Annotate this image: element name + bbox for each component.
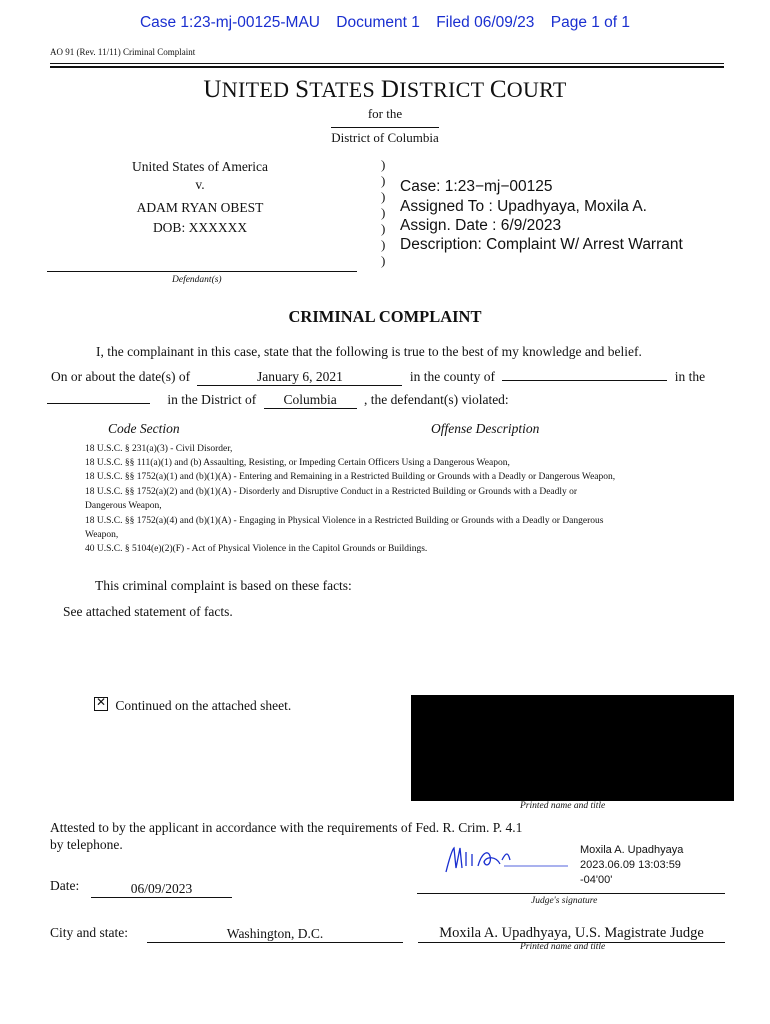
digital-signature-time: 2023.06.09 13:03:59 [580, 859, 681, 871]
for-the: for the [367, 106, 403, 121]
statute-line: 18 U.S.C. §§ 1752(a)(1) and (b)(1)(A) - Entering and Remaining in a Restricted Building or Grounds with a Deadly or Dangerous Weapon, [85, 472, 616, 482]
digital-signature-block [580, 843, 683, 888]
statute-line: 18 U.S.C. §§ 1752(a)(4) and (b)(1)(A) - Engaging in Physical Violence in a Restricted Building or Grounds with a Deadly or Dangerous [85, 516, 604, 526]
statute-line: 18 U.S.C. § 231(a)(3) - Civil Disorder, [85, 444, 233, 454]
printed-name-caption-2: Printed name and title [520, 942, 606, 952]
intro-sentence: I, the complainant in this case, state that the following is true to the best of my knowledge and belief. [96, 344, 642, 359]
attested-line: Attested to by the applicant in accordance with the requirements of Fed. R. Crim. P. 4.1 [50, 820, 523, 835]
date-value-field [91, 881, 232, 898]
versus: v. [195, 177, 205, 192]
continued-checkbox[interactable] [94, 697, 108, 711]
plaintiff: United States of America [131, 159, 269, 174]
see-attached: See attached statement of facts. [63, 604, 233, 619]
parenthesis-column: ) ) ) ) ) ) ) [381, 157, 386, 268]
digital-signature-name: Moxila A. Upadhyaya [580, 844, 684, 856]
city-state-field [147, 926, 403, 943]
offense-date: January 6, 2021 [197, 369, 402, 386]
by-telephone: by telephone. [50, 837, 123, 852]
judge-name-field [418, 925, 725, 943]
continued-line: ✕ Continued on the attached sheet. [94, 697, 291, 714]
for-the-rule [331, 127, 439, 128]
date-line: On or about the date(s) of January 6, 2021 in the county of in the [51, 369, 706, 384]
digital-signature-tz: -04'00' [580, 874, 613, 886]
redaction-block [411, 695, 734, 801]
case-info-assigned: Assigned To : Upadhyaya, Moxila A. [400, 198, 647, 215]
statute-line: 18 U.S.C. §§ 111(a)(1) and (b) Assaulting, Resisting, or Impeding Certain Officers Using a Dangerous Weapon, [85, 458, 510, 468]
defendant-name: ADAM RYAN OBEST [136, 200, 264, 215]
blank-field [47, 403, 150, 404]
date-label: Date: [50, 878, 80, 893]
signature-date: 06/09/2023 [91, 881, 232, 898]
district-name: District of Columbia [331, 130, 439, 145]
statute-line: 18 U.S.C. §§ 1752(a)(2) and (b)(1)(A) - Disorderly and Disruptive Conduct in a Restricted Building or Grounds with a Deadly or [85, 487, 578, 497]
complaint-title: CRIMINAL COMPLAINT [288, 307, 482, 326]
case-info-date: Assign. Date : 6/9/2023 [400, 217, 562, 234]
district-line: in the District of Columbia , the defendant(s) violated: [47, 392, 509, 409]
statute-line: Weapon, [85, 530, 119, 540]
defendant-dob: DOB: XXXXXX [152, 220, 248, 235]
top-rule-thick [50, 66, 724, 68]
city-state-label: City and state: [50, 925, 128, 940]
judge-signature-rule [417, 893, 725, 894]
ecf-header-stamp [0, 14, 770, 32]
top-rule [50, 63, 724, 64]
statute-line: Dangerous Weapon, [85, 501, 162, 511]
page-stamp: Page 1 of 1 [550, 14, 631, 31]
document-stamp: Document 1 [336, 14, 420, 31]
offense-description-label: Offense Description [431, 421, 540, 436]
form-number: AO 91 (Rev. 11/11) Criminal Complaint [50, 47, 196, 57]
judge-printed-name: Moxila A. Upadhyaya, U.S. Magistrate Judge [418, 925, 725, 943]
judges-signature-caption: Judge's signature [531, 896, 598, 906]
court-title: UNITED STATES DISTRICT COURT [203, 76, 567, 103]
case-info-description: Description: Complaint W/ Arrest Warrant [400, 236, 683, 253]
defendant-rule [47, 271, 357, 272]
district-field: Columbia [264, 392, 357, 409]
defendant-label: Defendant(s) [172, 275, 222, 285]
city-state-value: Washington, D.C. [147, 926, 403, 943]
handwritten-signature [442, 842, 570, 882]
based-on-facts: This criminal complaint is based on these facts: [95, 578, 352, 593]
case-info-number: Case: 1:23−mj−00125 [400, 178, 553, 195]
statute-line: 40 U.S.C. § 5104(e)(2)(F) - Act of Physical Violence in the Capitol Grounds or Buildings. [85, 544, 428, 554]
filed-stamp: Filed 06/09/23 [436, 14, 535, 31]
county-field [502, 380, 667, 381]
code-section-label: Code Section [108, 421, 180, 436]
case-number-stamp: Case 1:23-mj-00125-MAU [139, 14, 320, 31]
printed-name-caption: Printed name and title [520, 801, 606, 811]
